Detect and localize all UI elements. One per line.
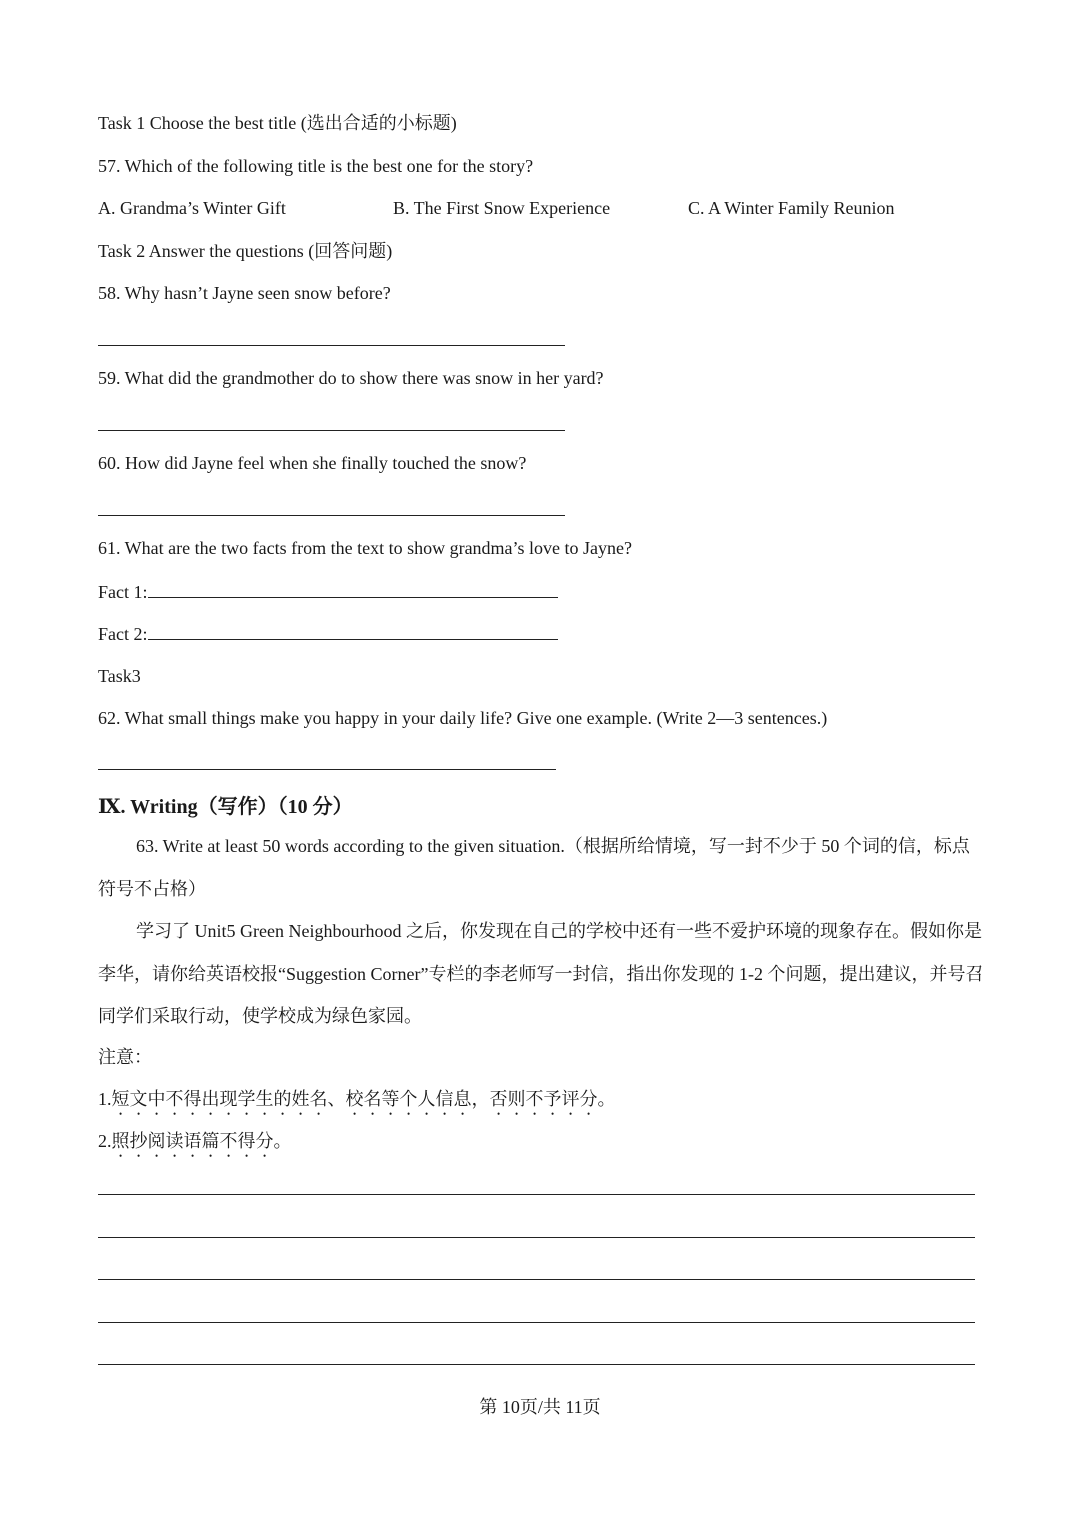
question-61: 61. What are the two facts from the text to show grandma’s love to Jayne? [98, 538, 633, 558]
question-60: 60. How did Jayne feel when she finally touched the snow? [98, 453, 527, 473]
note-1-prefix: 1. [98, 1089, 112, 1109]
fact-2-answer-line[interactable] [148, 621, 558, 640]
question-57: 57. Which of the following title is the best one for the story? [98, 156, 534, 176]
task1-title: Task 1 Choose the best title (选出合适的小标题) [98, 113, 457, 133]
answer-line-60[interactable] [98, 515, 565, 516]
task2-title: Task 2 Answer the questions (回答问题) [98, 241, 393, 261]
answer-line-62[interactable] [98, 769, 556, 770]
option-a: A. Grandma’s Winter Gift [98, 198, 286, 218]
note-1-text: 短文中不得出现学生的姓名、校名等个人信息，否则不予评分 [111, 1089, 598, 1109]
note-1-suffix: 。 [597, 1089, 616, 1109]
writing-line-3[interactable] [98, 1279, 975, 1280]
fact-1-label: Fact 1: [98, 582, 148, 602]
fact-2-row [98, 621, 558, 646]
note-1 [98, 1087, 616, 1119]
note-2-text: 照抄阅读语篇不得分 [111, 1131, 274, 1151]
writing-line-2[interactable] [98, 1237, 975, 1238]
answer-line-59[interactable] [98, 430, 565, 431]
note-label: 注意： [98, 1047, 152, 1067]
writing-line-5[interactable] [98, 1364, 975, 1365]
fact-1-answer-line[interactable] [148, 579, 558, 598]
question-63: 63. Write at least 50 words according to the given situation.（根据所给情境，写一封不少于 50 个词的信，标点符号不占格） [98, 836, 970, 899]
question-62: 62. What small things make you happy in your daily life? Give one example. (Write 2—3 sentences.) [98, 708, 828, 728]
writing-line-1[interactable] [98, 1194, 975, 1195]
fact-1-row [98, 579, 558, 604]
question-59: 59. What did the grandmother do to show there was snow in her yard? [98, 368, 604, 388]
note-2 [98, 1129, 292, 1161]
fact-2-label: Fact 2: [98, 624, 148, 644]
task3-title: Task3 [98, 666, 141, 686]
page-number: 第 10页/共 11页 [479, 1397, 601, 1417]
note-2-suffix: 。 [273, 1131, 292, 1151]
option-c: C. A Winter Family Reunion [688, 198, 895, 218]
writing-situation: 学习了 Unit5 Green Neighbourhood 之后，你发现在自己的学校中还有一些不爱护环境的现象存在。假如你是李华，请你给英语校报“Suggestion Corner”专栏的李老师写一封信，指出你发现的 1-2 个问题，提出建议，并号召同学们采取行动，使学校成为绿色家园。 [98, 921, 984, 1026]
note-2-prefix: 2. [98, 1131, 112, 1151]
question-58: 58. Why hasn’t Jayne seen snow before? [98, 283, 391, 303]
answer-line-58[interactable] [98, 345, 565, 346]
writing-line-4[interactable] [98, 1322, 975, 1323]
writing-heading: Ⅸ. Writing（写作）（10 分） [98, 796, 353, 818]
option-b: B. The First Snow Experience [393, 198, 611, 218]
